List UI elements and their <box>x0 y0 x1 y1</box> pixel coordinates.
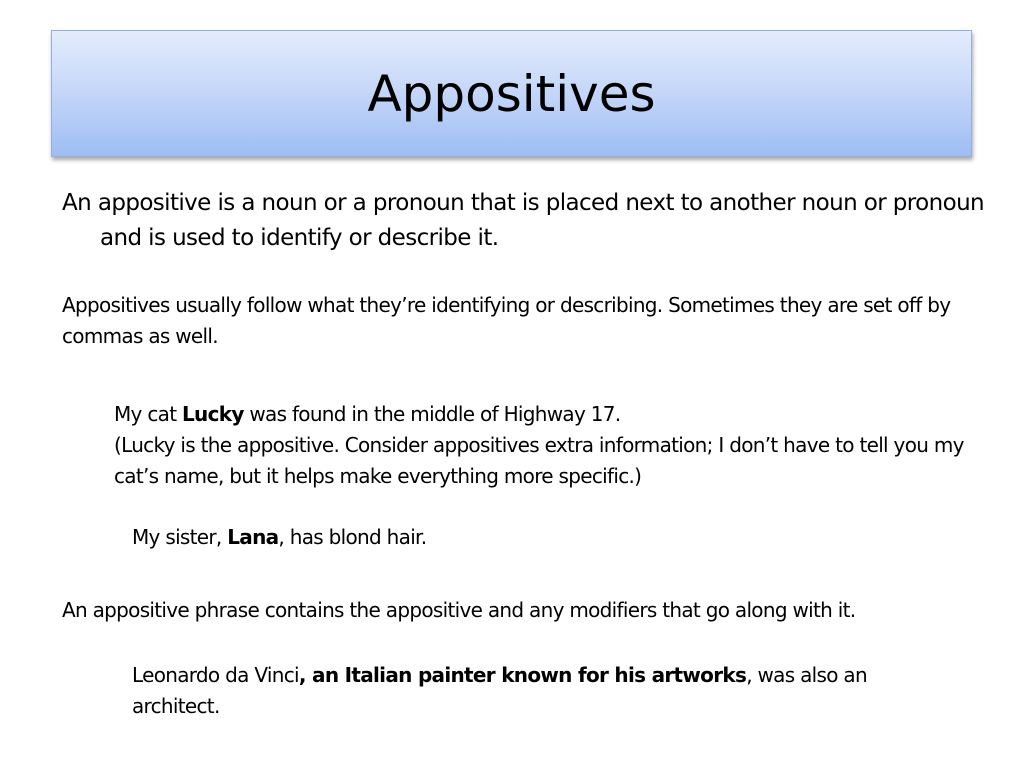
example-lucky-explanation: (Lucky is the appositive. Consider appositives extra information; I don’t have to tell you my cat’s name, but it helps make everything more specific.) <box>114 433 964 488</box>
title-banner <box>51 30 972 157</box>
definition-paragraph: An appositive is a noun or a pronoun that is placed next to another noun or pronoun and is used to identify or describe it. <box>62 190 985 251</box>
example-lana <box>132 522 992 553</box>
example-lana-before: My sister, <box>132 525 228 549</box>
example-leonardo-appositive: , an Italian painter known for his artworks <box>298 663 747 687</box>
example-lucky <box>114 399 994 492</box>
usage-note-paragraph: Appositives usually follow what they’re identifying or describing. Sometimes they are set off by commas as well. <box>62 293 951 348</box>
example-lucky-after: was found in the middle of Highway 17. <box>243 402 621 426</box>
phrase-definition-paragraph: An appositive phrase contains the appositive and any modifiers that go along with it. <box>62 598 856 622</box>
example-leonardo-after: , was also an architect. <box>132 663 867 718</box>
slide-title: Appositives <box>367 64 656 123</box>
example-leonardo <box>132 660 932 722</box>
example-leonardo-before: Leonardo da Vinci <box>132 663 299 687</box>
example-lucky-sentence <box>114 399 994 430</box>
example-lucky-appositive: Lucky <box>182 402 244 426</box>
example-lucky-before: My cat <box>114 402 183 426</box>
example-lana-after: , has blond hair. <box>278 525 427 549</box>
example-lana-appositive: Lana <box>227 525 279 549</box>
